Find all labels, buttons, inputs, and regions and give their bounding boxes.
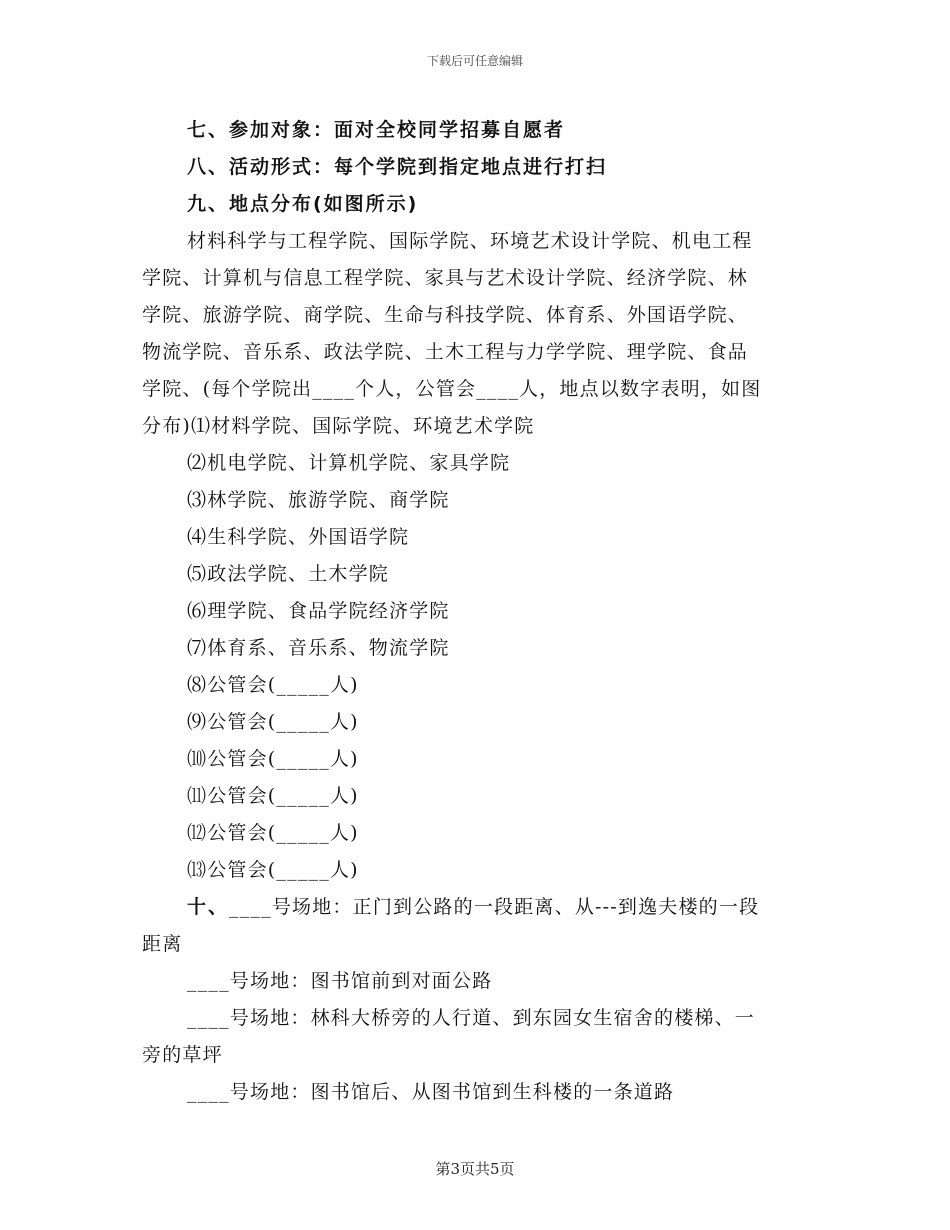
section-10-line-3: ____号场地：图书馆前到对面公路 [187,970,493,992]
colleges-line-1: 材料科学与工程学院、国际学院、环境艺术设计学院、机电工程 [187,230,753,252]
page-header-note: 下载后可任意编辑 [426,54,523,68]
document-body [142,112,812,1111]
section-10-line-6: ____号场地：图书馆后、从图书馆到生科楼的一条道路 [187,1081,675,1103]
group-item: ⒀公管会(_____人) [187,859,359,881]
group-item: ⑶林学院、旅游学院、商学院 [187,489,450,511]
section-8-heading: 八、活动形式：每个学院到指定地点进行打扫 [187,156,608,178]
group-item: ⑸政法学院、土木学院 [187,563,390,585]
colleges-line-6: 分布)⑴材料学院、国际学院、环境艺术学院 [142,415,535,437]
group-item: ⑹理学院、食品学院经济学院 [187,600,450,622]
section-10-line-2: 距离 [142,933,183,955]
colleges-line-5: 学院、(每个学院出____个人，公管会____人，地点以数字表明，如图 [142,378,762,400]
section-10-heading: 十、 [187,896,230,918]
section-10-line-5: 旁的草坪 [142,1044,223,1066]
group-item: ⑻公管会(_____人) [187,674,359,696]
group-item: ⑽公管会(_____人) [187,748,359,770]
section-10-line-1 [142,889,812,926]
section-10-line-4: ____号场地：林科大桥旁的人行道、到东园女生宿舍的楼梯、一 [187,1007,756,1029]
group-item: ⑺体育系、音乐系、物流学院 [187,637,450,659]
group-item: ⑾公管会(_____人) [187,785,359,807]
section-10-text: ____号场地：正门到公路的一段距离、从---到逸夫楼的一段 [229,896,760,918]
group-item: ⑼公管会(_____人) [187,711,359,733]
section-7-heading: 七、参加对象：面对全校同学招募自愿者 [187,119,566,141]
group-item: ⑷生科学院、外国语学院 [187,526,410,548]
group-item: ⑿公管会(_____人) [187,822,359,844]
section-9-heading: 九、地点分布(如图所示) [187,193,419,215]
group-item: ⑵机电学院、计算机学院、家具学院 [187,452,511,474]
colleges-line-3: 学院、旅游学院、商学院、生命与科技学院、体育系、外国语学院、 [142,304,749,326]
colleges-line-2: 学院、计算机与信息工程学院、家具与艺术设计学院、经济学院、林 [142,267,749,289]
colleges-line-4: 物流学院、音乐系、政法学院、土木工程与力学学院、理学院、食品 [142,341,749,363]
page-number-footer: 第3页共5页 [435,1160,515,1178]
